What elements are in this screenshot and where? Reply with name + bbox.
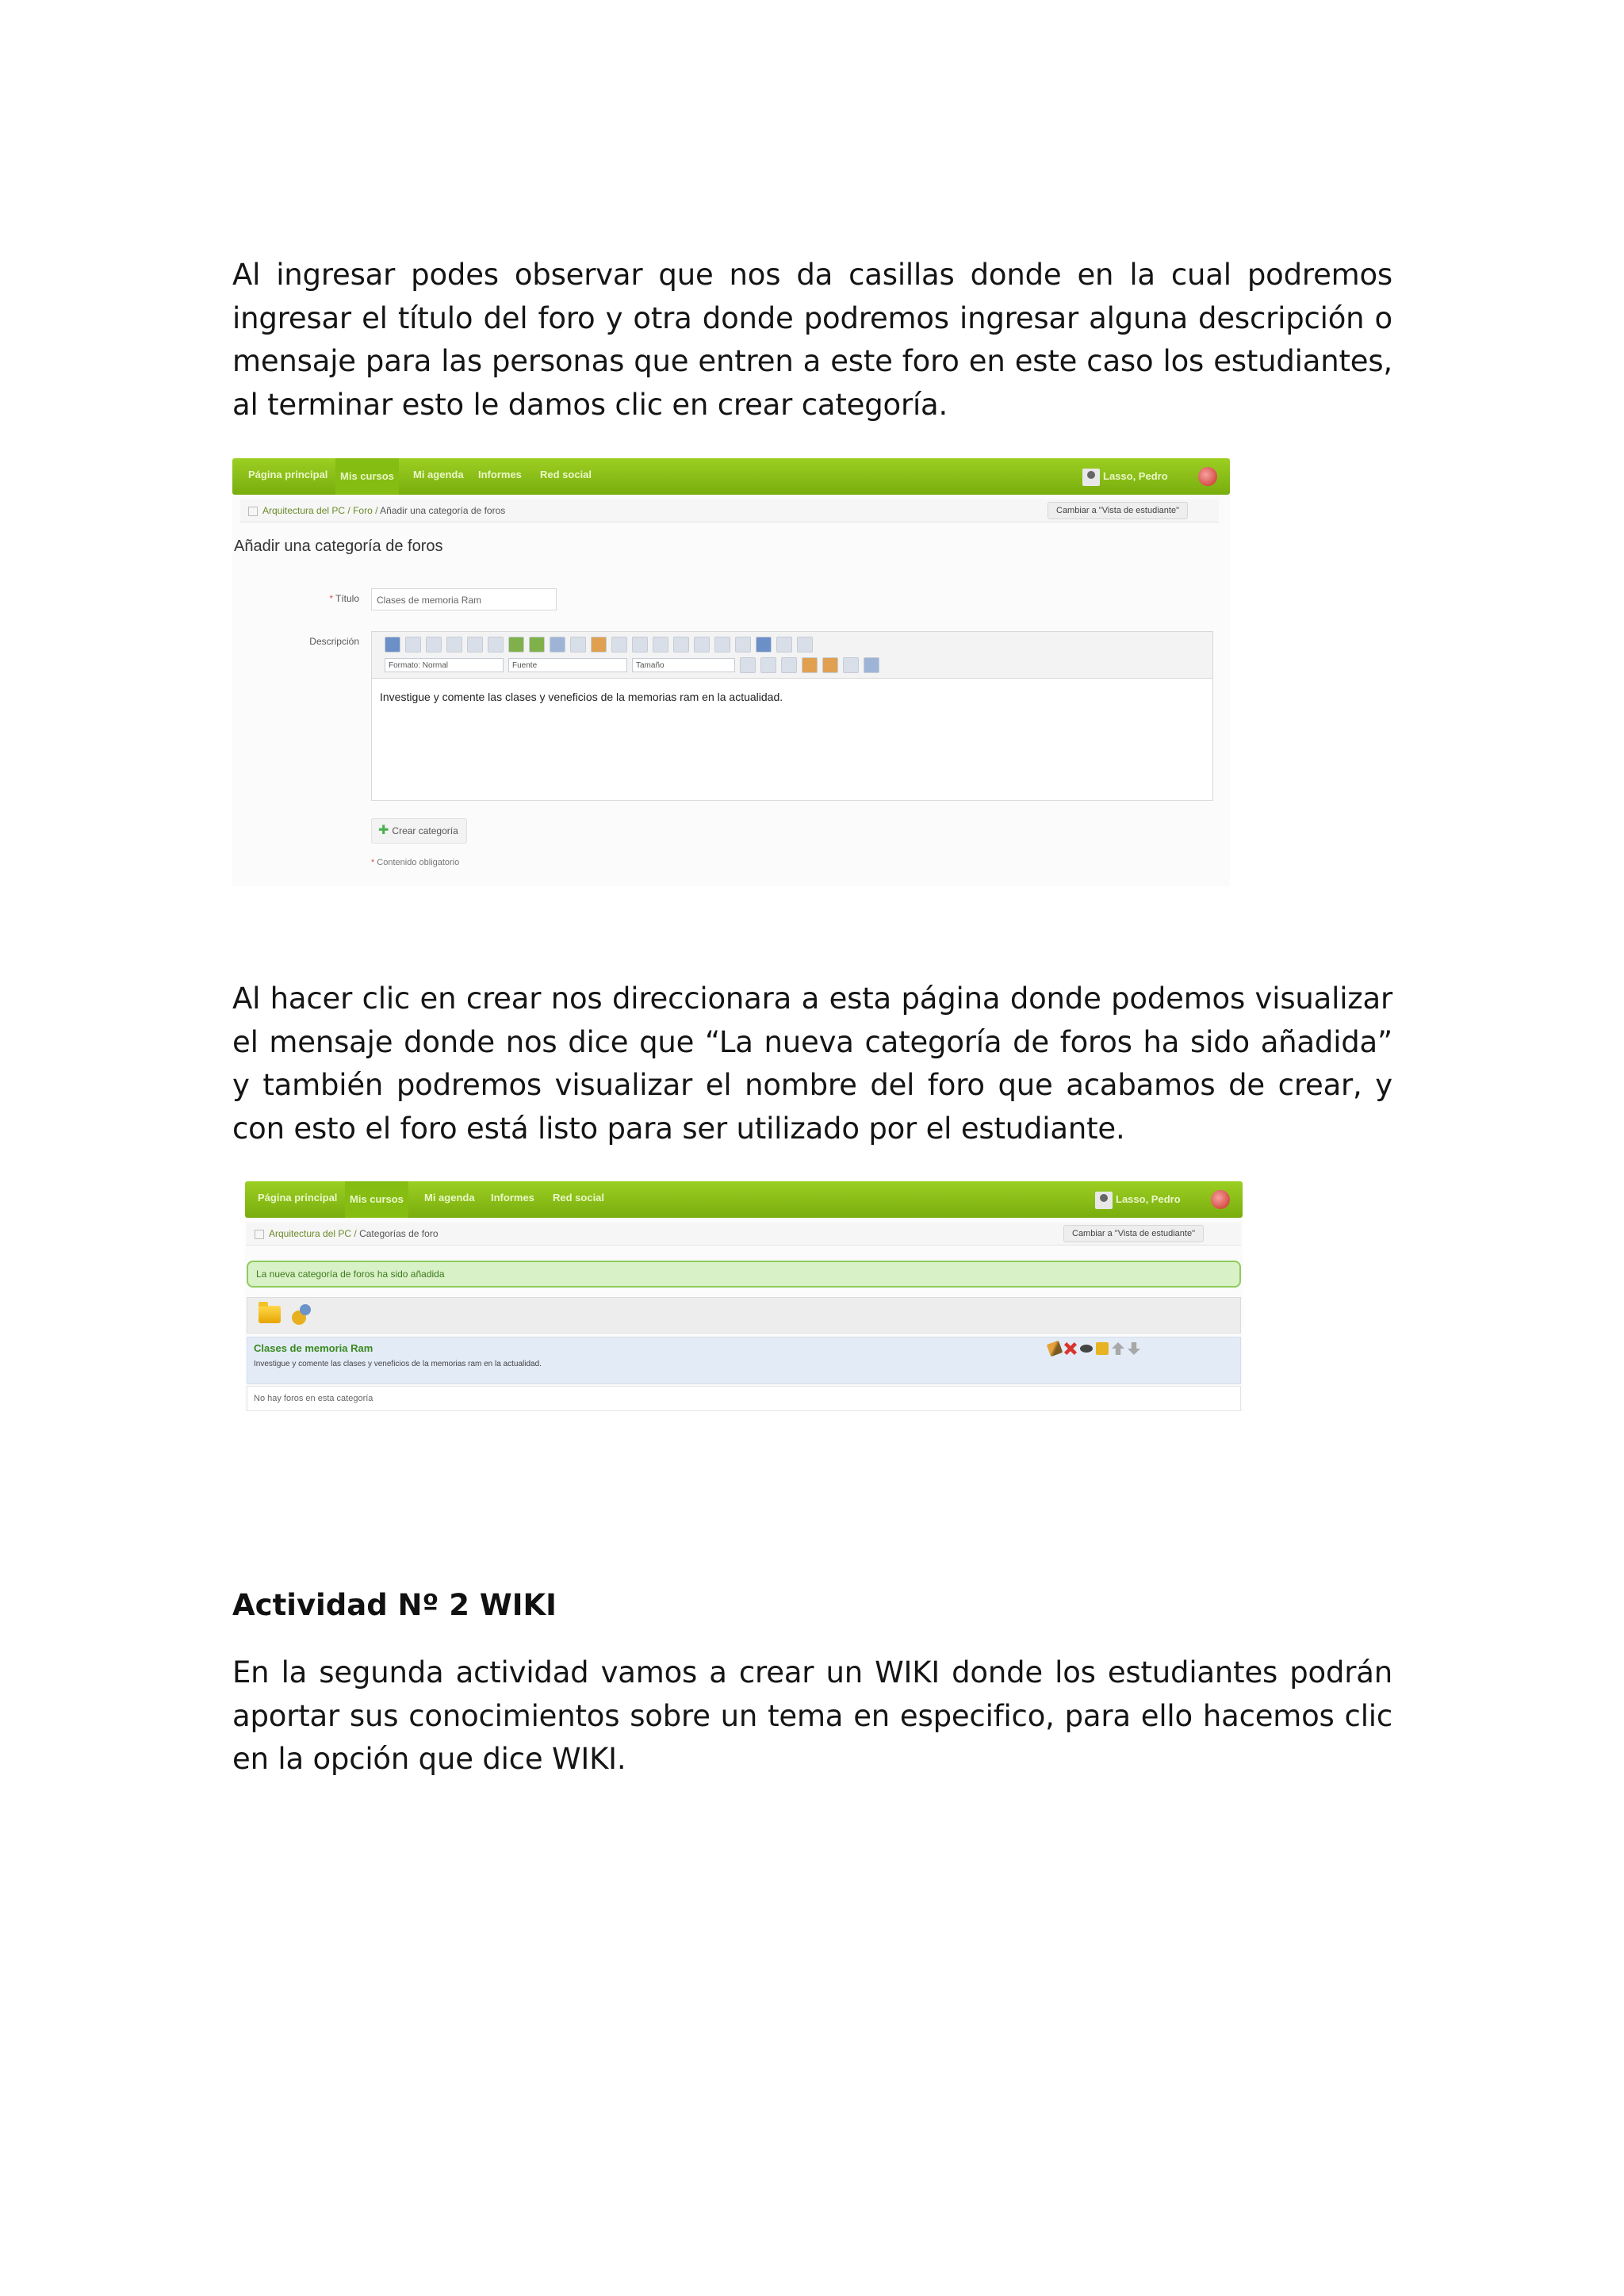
indent-icon[interactable] — [735, 637, 751, 652]
new-page-icon[interactable] — [405, 637, 421, 652]
breadcrumb-course[interactable]: Arquitectura del PC — [269, 1228, 352, 1239]
breadcrumb-forum[interactable]: Foro — [353, 505, 373, 516]
breadcrumb — [240, 499, 1219, 522]
nav-home[interactable]: Página principal — [258, 1192, 338, 1203]
paragraph-wiki: En la segunda actividad vamos a crear un WIKI donde los estudiantes podrán aportar sus conocimientos sobre un tema en especifico, para ello hacemos clic en la opción que dice WIKI. — [232, 1655, 1392, 1776]
nav-social[interactable]: Red social — [540, 469, 592, 480]
hr-icon[interactable] — [570, 637, 586, 652]
align-left-icon[interactable] — [756, 637, 772, 652]
category-title[interactable]: Clases de memoria Ram — [254, 1342, 373, 1354]
screenshot-add-forum-category — [232, 458, 1230, 886]
redo-icon[interactable] — [488, 637, 504, 652]
italic-icon[interactable] — [760, 657, 776, 673]
add-category-folder-icon[interactable] — [259, 1306, 281, 1323]
forum-actions-bar — [247, 1297, 1241, 1334]
nav-my-courses[interactable]: Mis cursos — [335, 458, 399, 495]
format-select[interactable]: Formato: Normal — [385, 658, 504, 672]
nav-reports[interactable]: Informes — [491, 1192, 534, 1203]
underline-icon[interactable] — [781, 657, 797, 673]
format-value: Normal — [422, 661, 449, 670]
outdent-icon[interactable] — [714, 637, 730, 652]
student-view-button[interactable]: Cambiar a "Vista de estudiante" — [1048, 502, 1188, 519]
required-mark: * — [371, 858, 375, 867]
anchor-icon[interactable] — [653, 637, 668, 652]
format-label: Formato — [389, 661, 419, 670]
logout-icon[interactable] — [1211, 1190, 1230, 1209]
editor-toolbar — [372, 632, 1212, 679]
list-numbered-icon[interactable] — [673, 637, 689, 652]
breadcrumb-separator: / — [375, 505, 378, 516]
page-title: Añadir una categoría de foros — [234, 538, 443, 555]
breadcrumb-current: Añadir una categoría de foros — [380, 505, 506, 516]
paragraph-result: Al hacer clic en crear nos direccionara a esta página donde podemos visualizar el mensaje donde nos dice que “La nueva categoría de foros ha sido añadida” y también podremos visualizar el nombre del foro que acabamos de crear, y con esto el foro está listo para ser utilizado por el estudiante. — [232, 982, 1392, 1146]
lock-icon[interactable] — [1096, 1342, 1109, 1355]
font-select[interactable]: Fuente — [508, 658, 627, 672]
category-description: Investigue y comente las clases y veneficios de la memorias ram en la actualidad. — [254, 1360, 542, 1368]
size-select[interactable]: Tamaño — [632, 658, 735, 672]
empty-forums-message: No hay foros en esta categoría — [247, 1386, 1241, 1411]
student-view-button[interactable]: Cambiar a "Vista de estudiante" — [1063, 1225, 1204, 1242]
create-category-label: Crear categoría — [392, 825, 458, 836]
save-icon[interactable] — [385, 637, 400, 652]
link-icon[interactable] — [611, 637, 627, 652]
table-icon[interactable] — [550, 637, 565, 652]
move-down-icon[interactable] — [1128, 1342, 1140, 1355]
move-up-icon[interactable] — [1112, 1342, 1124, 1355]
category-row — [247, 1337, 1241, 1384]
paragraph-intro: Al ingresar podes observar que nos da casillas donde en la cual podremos ingresar el título del foro y otra donde podremos ingresar alguna descripción o mensaje para las personas que entren a este foro en este caso los estudiantes, al terminar esto le damos clic en crear categoría. — [232, 258, 1392, 422]
breadcrumb — [247, 1223, 1241, 1246]
unlink-icon[interactable] — [632, 637, 648, 652]
description-editor[interactable] — [371, 631, 1213, 801]
success-message: La nueva categoría de foros ha sido añadida — [247, 1261, 1241, 1288]
top-navbar — [232, 458, 1230, 495]
required-note-text: Contenido obligatorio — [377, 858, 460, 867]
nav-agenda[interactable]: Mi agenda — [424, 1192, 475, 1203]
cut-icon[interactable] — [426, 637, 442, 652]
help-icon[interactable] — [864, 657, 879, 673]
user-menu[interactable] — [1095, 1189, 1181, 1210]
required-mark: * — [329, 593, 333, 604]
nav-reports[interactable]: Informes — [478, 469, 522, 480]
delete-icon[interactable] — [1064, 1342, 1077, 1355]
title-label-text: Título — [335, 593, 359, 604]
title-label — [280, 593, 359, 604]
logout-icon[interactable] — [1198, 467, 1217, 486]
flash-icon[interactable] — [529, 637, 545, 652]
plus-icon: ✚ — [378, 824, 389, 837]
title-input[interactable]: Clases de memoria Ram — [371, 588, 557, 610]
nav-my-courses[interactable]: Mis cursos — [345, 1181, 408, 1218]
highlight-icon[interactable] — [802, 657, 818, 673]
nav-agenda[interactable]: Mi agenda — [413, 469, 464, 480]
category-actions — [1048, 1342, 1140, 1355]
course-icon — [248, 507, 258, 516]
smiley-icon[interactable] — [591, 637, 607, 652]
breadcrumb-current: Categorías de foro — [359, 1228, 439, 1239]
create-category-button[interactable] — [371, 818, 467, 844]
user-avatar-icon — [1082, 469, 1100, 486]
top-navbar — [245, 1181, 1243, 1218]
add-forum-users-icon[interactable] — [290, 1303, 312, 1326]
user-menu[interactable] — [1082, 466, 1168, 487]
description-label: Descripción — [309, 636, 359, 647]
activity-heading: Actividad Nº 2 WIKI — [232, 1588, 557, 1622]
image-icon[interactable] — [508, 637, 524, 652]
user-name: Lasso, Pedro — [1116, 1193, 1181, 1205]
description-text: Investigue y comente las clases y veneficios de la memorias ram en la actualidad. — [380, 691, 783, 703]
screenshot-forum-categories — [245, 1181, 1243, 1411]
source-icon[interactable] — [843, 657, 859, 673]
breadcrumb-separator: / — [347, 505, 350, 516]
user-avatar-icon — [1095, 1192, 1113, 1209]
user-name: Lasso, Pedro — [1103, 470, 1168, 482]
nav-social[interactable]: Red social — [553, 1192, 605, 1203]
align-center-icon[interactable] — [776, 637, 792, 652]
font-color-icon[interactable] — [822, 657, 838, 673]
toolbar-row-1 — [385, 637, 813, 652]
paste-icon[interactable] — [446, 637, 462, 652]
edit-pencil-icon[interactable] — [1047, 1341, 1063, 1357]
breadcrumb-separator: / — [354, 1228, 357, 1239]
undo-icon[interactable] — [467, 637, 483, 652]
breadcrumb-course[interactable]: Arquitectura del PC — [262, 505, 346, 516]
align-right-icon[interactable] — [797, 637, 813, 652]
required-note — [371, 858, 459, 867]
list-bulleted-icon[interactable] — [694, 637, 710, 652]
course-icon — [255, 1230, 264, 1239]
nav-home[interactable]: Página principal — [248, 469, 328, 480]
visibility-eye-icon[interactable] — [1080, 1345, 1093, 1353]
bold-icon[interactable] — [740, 657, 756, 673]
toolbar-row-2 — [385, 657, 879, 673]
